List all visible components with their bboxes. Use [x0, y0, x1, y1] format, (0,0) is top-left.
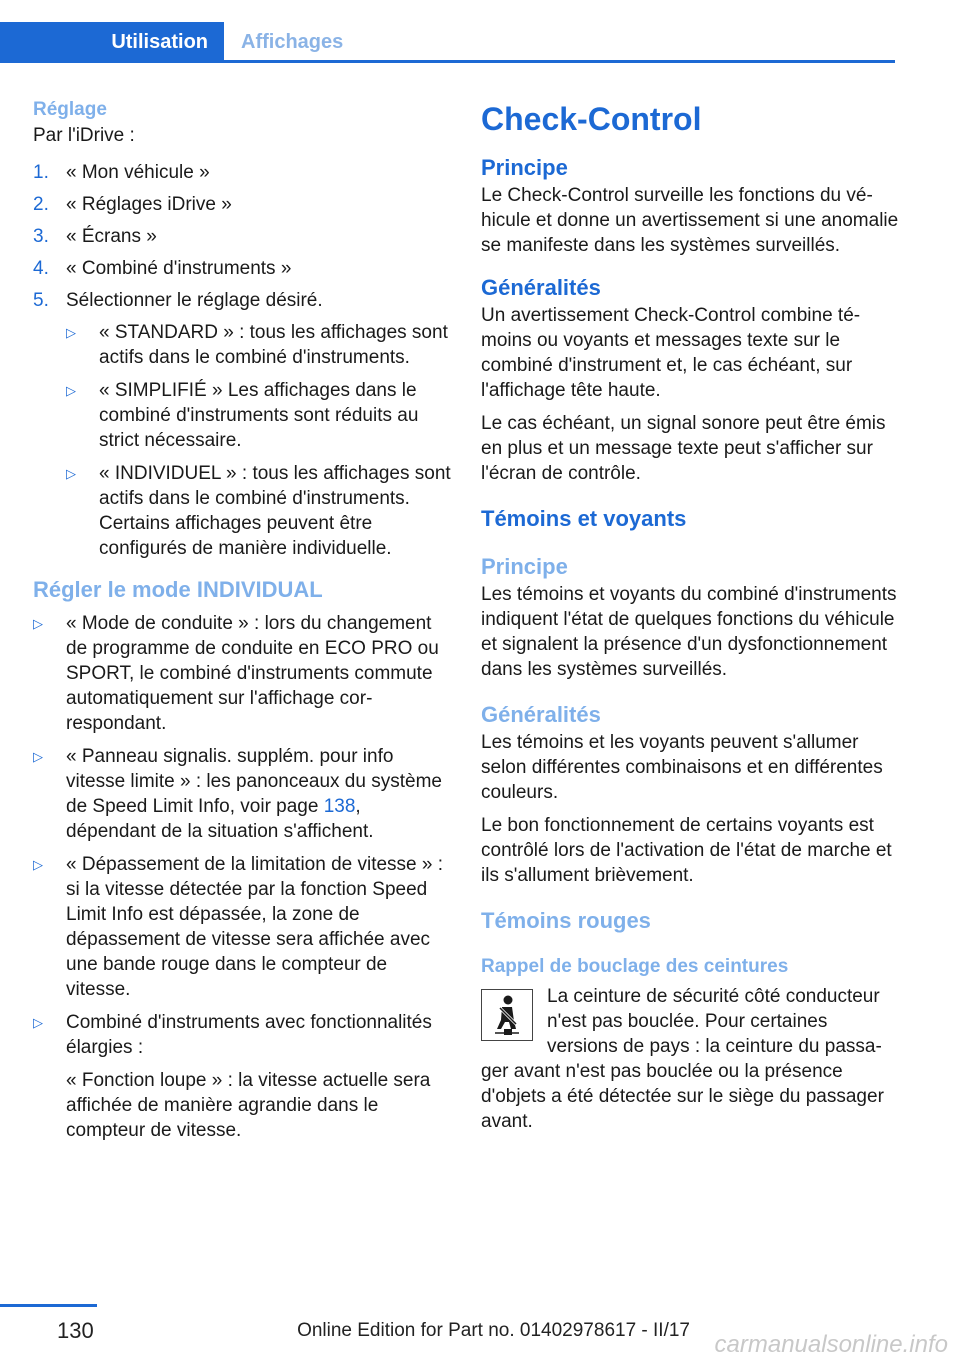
bullet-text-part: « Fonction loupe » : la vitesse actuelle sera affichée de manière agrandie dans le compteur de vitesse. [66, 1070, 431, 1141]
list-item [66, 320, 451, 370]
seatbelt-icon [481, 989, 533, 1041]
generalites-text: Un avertissement Check-Control combine témoins ou voyants et messages texte sur le combiné d'instrument et, le cas échéant, sur l'affichage tête haute. [481, 305, 861, 401]
principe-text: Le Check-Control surveille les fonctions du véhicule et donne un avertissement si une anomalie se manifeste dans les systèmes surveillés. [481, 185, 899, 256]
step-number: 2. [33, 194, 49, 215]
triangle-bullet-icon: ▷ [33, 616, 43, 631]
list-item [33, 1010, 451, 1143]
step-number: 3. [33, 226, 49, 247]
bullet-text-part: , dépendant de la situation s'affichent. [66, 796, 374, 842]
list-item [66, 378, 451, 453]
steps-list [33, 160, 451, 313]
principe2-heading: Principe [481, 554, 568, 579]
list-item [33, 852, 451, 1002]
tab-affichages[interactable]: Affichages [241, 31, 344, 53]
bullet-text: « STANDARD » : tous les affichages sont actifs dans le combiné d'instruments. [99, 322, 448, 368]
triangle-bullet-icon: ▷ [66, 325, 76, 340]
bullet-text [66, 746, 442, 842]
rouges-heading: Témoins rouges [481, 908, 651, 933]
header-bar [0, 0, 895, 63]
header-rule [0, 60, 895, 63]
principe2-text: Les témoins et voyants du combiné d'instruments indiquent l'état de quelques fonctions du véhicule et signalent la présence d'un dysfonctionnement dans les systèmes surveillés. [481, 584, 897, 680]
rappel-heading: Rappel de bouclage des ceintures [481, 956, 789, 977]
sub-bullets [66, 320, 451, 561]
rappel-text: La ceinture de sécurité côté conducteur n'est pas bouclée. Pour certaines versions de pays : la ceinture du passager avant n'est pas bouclée ou la présence d'objets a été détectée sur le siège du passager avant. [481, 986, 884, 1132]
bullet-text: « Dépassement de la limitation de vitesse » : si la vitesse détectée par la fonction Speed Limit Info est dépassée, la zone de dépassement de vitesse sera affichée avec une bande rouge dans le compteur de vitesse. [66, 854, 444, 1000]
list-item [66, 461, 451, 561]
step-text: Sélectionner le réglage désiré. [66, 290, 323, 311]
list-item [33, 611, 451, 736]
left-column [33, 97, 451, 1151]
step-number: 5. [33, 290, 49, 311]
list-item [33, 192, 451, 217]
right-column [481, 97, 899, 1134]
individual-heading: Régler le mode INDIVIDUAL [33, 577, 323, 602]
seatbelt-icon-graphic [487, 993, 527, 1037]
bullet-text: « INDIVIDUEL » : tous les affichages sont actifs dans le combiné d'instruments. Certains affichages peuvent être configurés de manière individuelle. [99, 463, 451, 559]
list-item [33, 160, 451, 185]
triangle-bullet-icon: ▷ [33, 749, 43, 764]
principe-heading: Principe [481, 155, 568, 180]
list-item [33, 288, 451, 313]
bullet-text-part: Combiné d'instruments avec fonctionnalités élargies : [66, 1012, 432, 1058]
step-number: 4. [33, 258, 49, 279]
list-item [33, 256, 451, 281]
step-text: « Écrans » [66, 226, 157, 247]
page-number: 130 [57, 1318, 94, 1343]
step-text: « Mon véhicule » [66, 162, 210, 183]
triangle-bullet-icon: ▷ [66, 383, 76, 398]
page-link[interactable]: 138 [323, 796, 356, 817]
bullet-text-part: « Panneau signalis. supplém. pour info vitesse limite » : les panonceaux du système de Speed Limit Info, voir page [66, 746, 442, 817]
temoins-heading: Témoins et voyants [481, 506, 687, 531]
triangle-bullet-icon: ▷ [66, 466, 76, 481]
edition-note: Online Edition for Part no. 01402978617 - II/17 [297, 1320, 690, 1341]
reglage-heading: Réglage [33, 99, 107, 120]
triangle-bullet-icon: ▷ [33, 1015, 43, 1030]
triangle-bullet-icon: ▷ [33, 857, 43, 872]
reglage-intro: Par l'iDrive : [33, 125, 135, 146]
generalites2-text: Les témoins et les voyants peuvent s'allumer selon différentes combinaisons et en différentes couleurs. [481, 732, 883, 803]
footer-rule [0, 1304, 97, 1307]
list-item [33, 744, 451, 844]
step-text: « Combiné d'instruments » [66, 258, 292, 279]
generalites-heading: Généralités [481, 275, 601, 300]
bullet-text [66, 1010, 451, 1143]
bullet-text: « SIMPLIFIÉ » Les affichages dans le combiné d'instruments sont réduits au strict nécessaire. [99, 380, 419, 451]
page-title: Check-Control [481, 101, 702, 137]
rappel-block [481, 984, 899, 1134]
generalites-text: Le cas échéant, un signal sonore peut être émis en plus et un message texte peut s'afficher sur l'écran de contrôle. [481, 413, 886, 484]
list-item [33, 224, 451, 249]
bullet-text: « Mode de conduite » : lors du changement de programme de conduite en ECO PRO ou SPORT, le combiné d'instruments commute automatiquement sur l'affichage correspondant. [66, 613, 439, 734]
tab-utilisation[interactable]: Utilisation [0, 22, 224, 63]
generalites2-heading: Généralités [481, 702, 601, 727]
step-text: « Réglages iDrive » [66, 194, 232, 215]
individual-bullets [33, 611, 451, 1143]
step-number: 1. [33, 162, 49, 183]
watermark: carmanualsonline.info [714, 1331, 948, 1358]
generalites2-text: Le bon fonctionnement de certains voyants est contrôlé lors de l'activation de l'état de marche et ils s'allument brièvement. [481, 815, 892, 886]
